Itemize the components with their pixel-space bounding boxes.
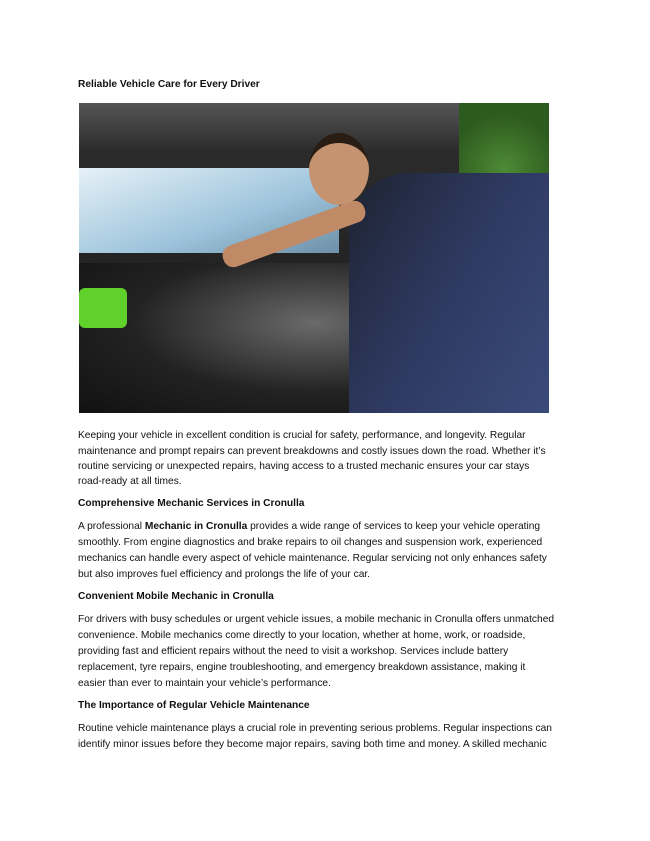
paragraph-line: mechanics can handle every aspect of vehicle maintenance. Regular servicing not only enhances safety [78, 553, 547, 564]
paragraph-line: Keeping your vehicle in excellent condition is crucial for safety, performance, and longevity. Regular [78, 430, 526, 441]
section-heading: Comprehensive Mechanic Services in Cronulla [78, 498, 305, 509]
paragraph-line: Routine vehicle maintenance plays a crucial role in preventing serious problems. Regular inspections can [78, 723, 552, 734]
section-heading: Convenient Mobile Mechanic in Cronulla [78, 591, 274, 602]
mechanic-cronulla-link[interactable]: Mechanic in Cronulla [144, 521, 248, 532]
paragraph-line: replacement, tyre repairs, engine troubleshooting, and emergency breakdown assistance, making it [78, 662, 526, 673]
paragraph-line: maintenance and prompt repairs can prevent breakdowns and costly issues down the road. Whether it’s [78, 446, 546, 457]
paragraph-line [78, 521, 540, 533]
mechanic-engine-photo [79, 103, 549, 413]
paragraph-line: routine servicing or unexpected repairs, having access to a trusted mechanic ensures your car stays [78, 461, 530, 472]
paragraph-line: providing fast and efficient repairs without the need to visit a workshop. Services include battery [78, 646, 509, 657]
document-title: Reliable Vehicle Care for Every Driver [78, 79, 260, 90]
text: provides a wide range of services to keep your vehicle operating [247, 521, 541, 532]
paragraph-line: road-ready at all times. [78, 476, 182, 487]
paragraph-line: but also improves fuel efficiency and prolongs the life of your car. [78, 569, 371, 580]
paragraph-line: convenience. Mobile mechanics come directly to your location, whether at home, work, or roadside, [78, 630, 526, 641]
paragraph-line: smoothly. From engine diagnostics and brake repairs to oil changes and suspension work, experienced [78, 537, 543, 548]
text: A professional [78, 521, 145, 532]
paragraph-line: identify minor issues before they become major repairs, saving both time and money. A skilled mechanic [78, 739, 547, 750]
section-heading: The Importance of Regular Vehicle Maintenance [78, 700, 310, 711]
paragraph-line: easier than ever to maintain your vehicle’s performance. [78, 678, 331, 689]
paragraph-line: For drivers with busy schedules or urgent vehicle issues, a mobile mechanic in Cronulla offers unmatched [78, 614, 555, 625]
